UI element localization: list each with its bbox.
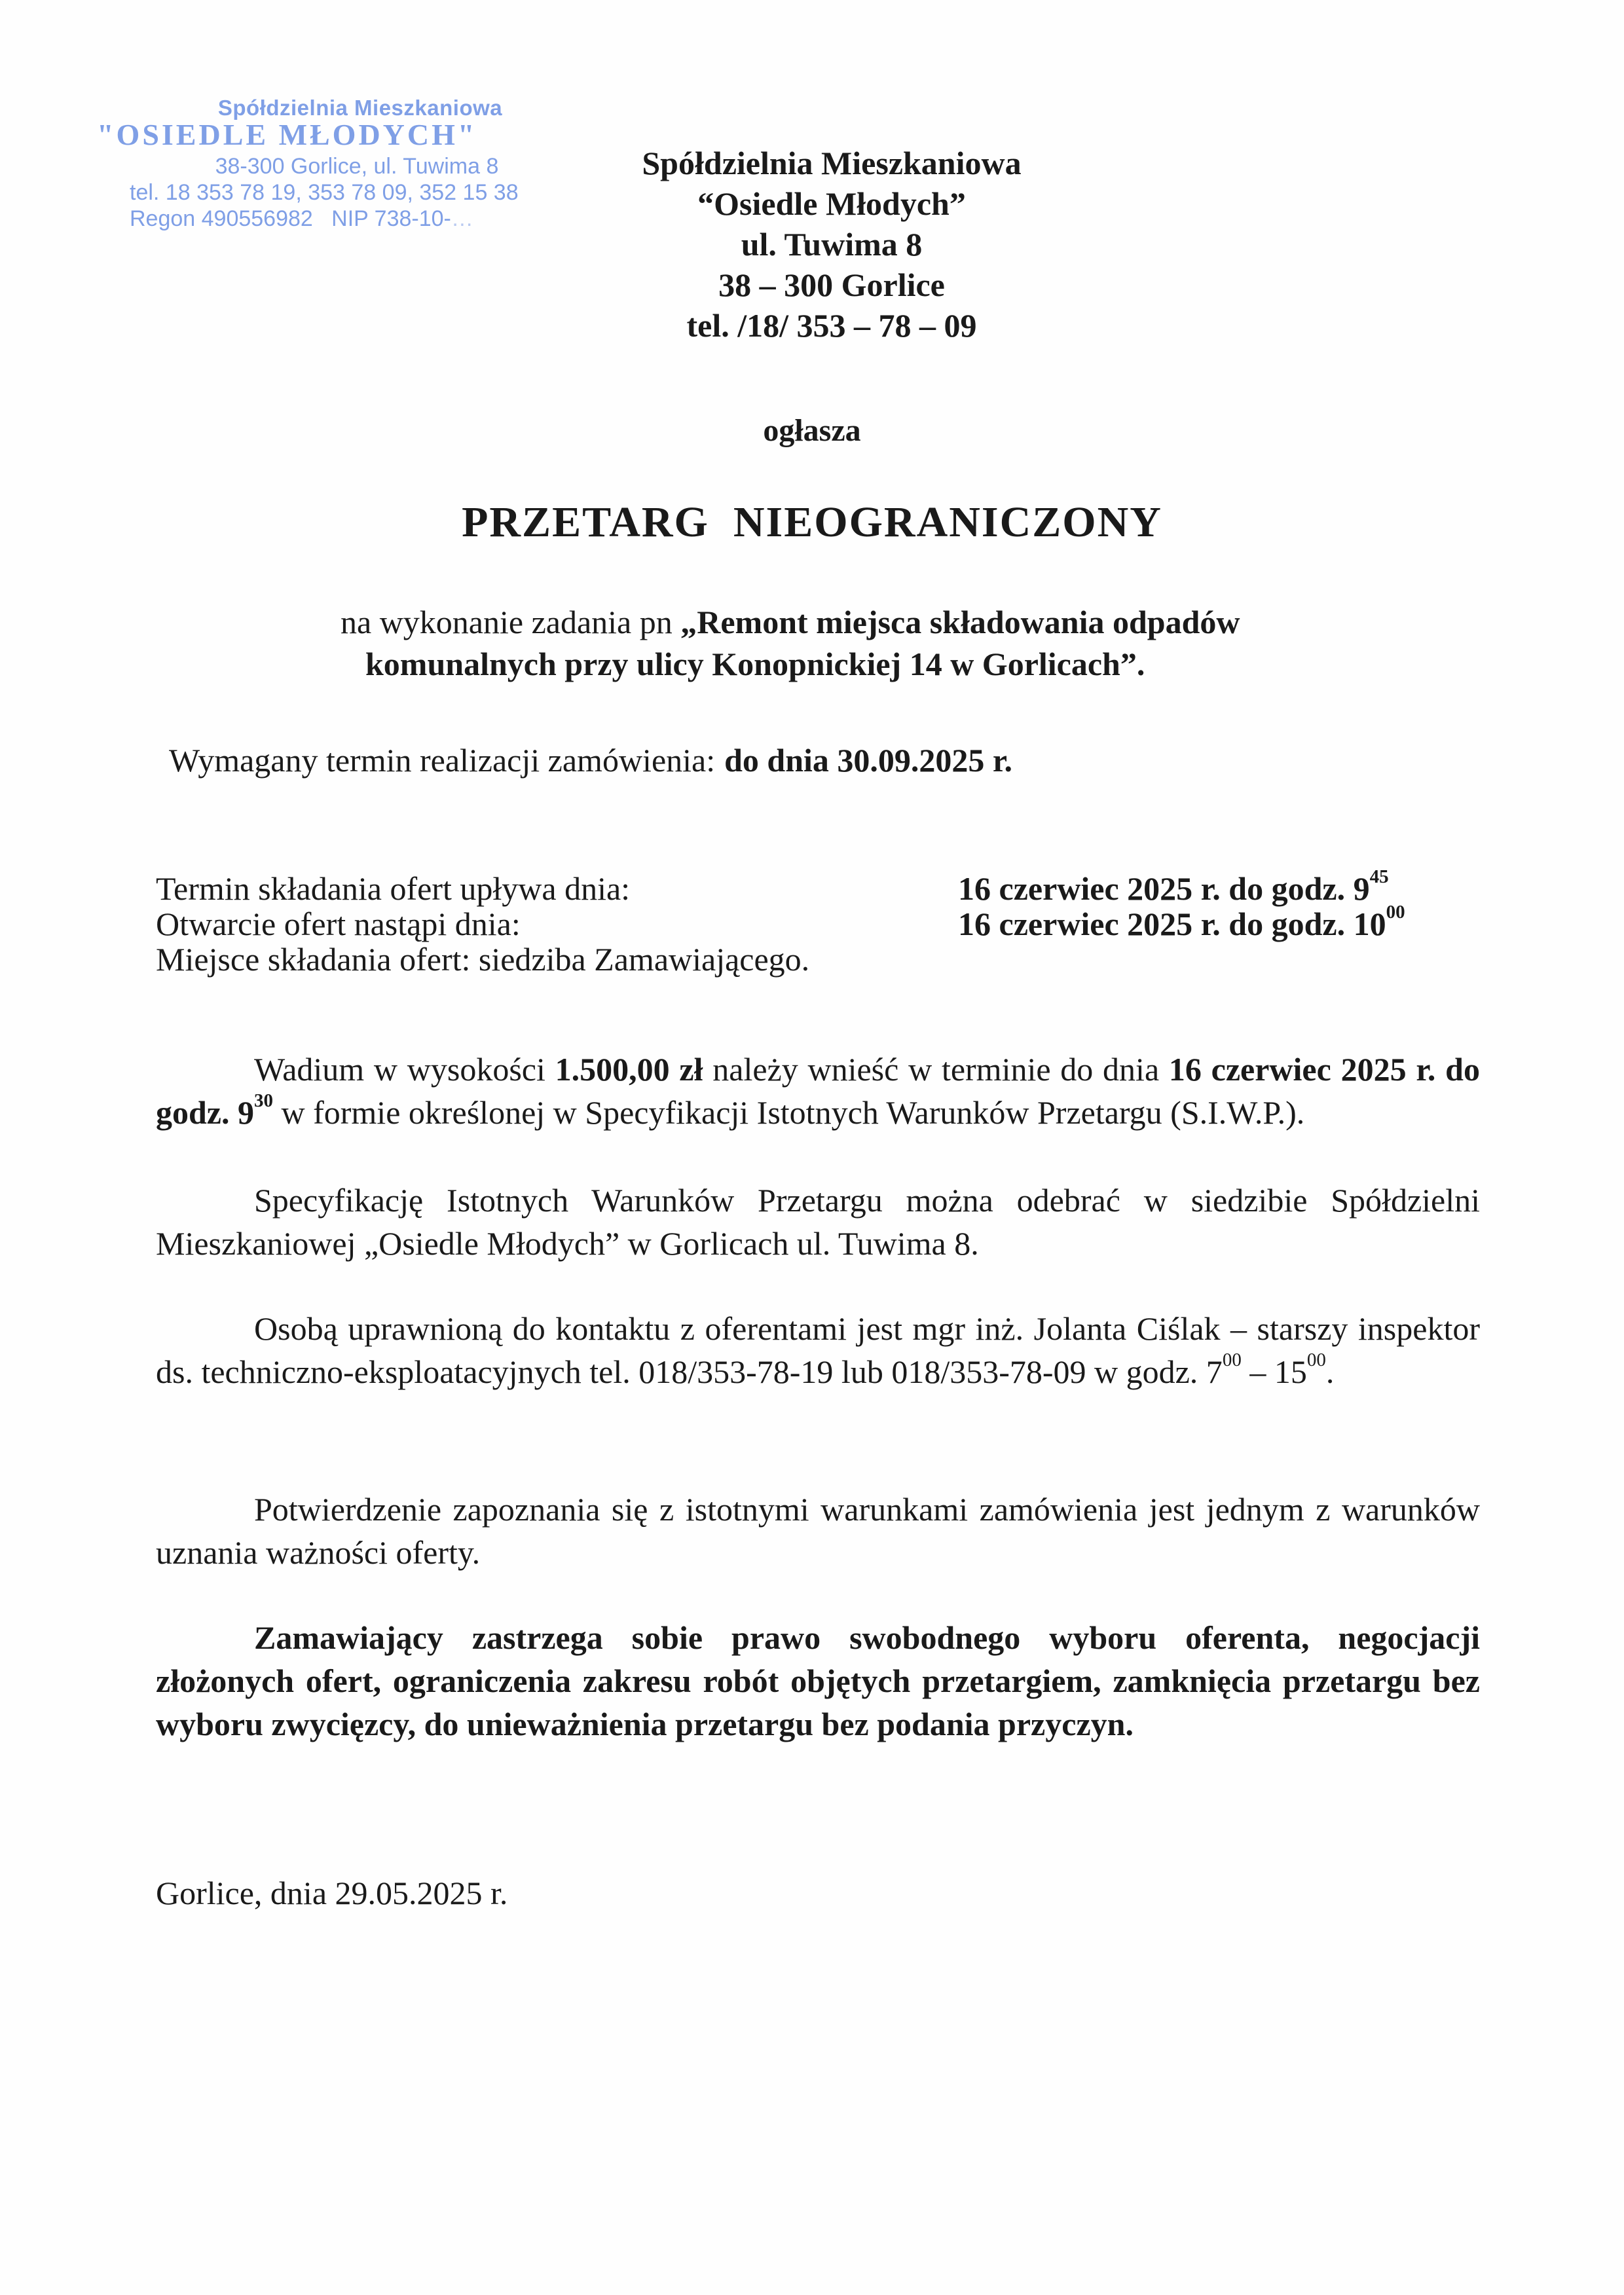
reservation-paragraph: Zamawiający zastrzega sobie prawo swobodnego wyboru oferenta, negocjacji złożonych ofert, ograniczenia zakresu robót objętych przetargiem, zamknięcia przetargu bez wyboru zwycięzcy, do unieważnienia przetargu bez podania przyczyn. [156, 1619, 1480, 1742]
announce-verb: ogłasza [763, 413, 861, 448]
offer-place: Miejsce składania ofert: siedziba Zamawiającego. [156, 941, 810, 978]
task-description [341, 601, 1454, 685]
offer-open-row [156, 901, 1498, 942]
confirmation-paragraph: Potwierdzenie zapoznania się z istotnymi warunkami zamówienia jest jednym z warunków uznania ważności oferty. [156, 1491, 1480, 1571]
contact-hours-end: – 15 [1241, 1353, 1307, 1390]
offer-open-minutes: 00 [1386, 901, 1405, 923]
completion-deadline [169, 739, 1493, 782]
stamp-nip-faint: … [451, 206, 473, 231]
offer-open-label: Otwarcie ofert nastąpi dnia: [156, 906, 521, 942]
contact-paragraph [156, 1307, 1480, 1393]
offer-open-value [958, 901, 1405, 942]
stamp-line-phone: tel. 18 353 78 19, 353 78 09, 352 15 38 [130, 180, 519, 205]
wadium-text-2: należy wnieść w terminie do dnia [703, 1051, 1169, 1088]
wadium-text-3: w formie określonej w Specyfikacji Istotnych Warunków Przetargu (S.I.W.P.). [273, 1094, 1305, 1131]
deadline-value: do dnia 30.09.2025 r. [724, 742, 1013, 779]
contact-text: Osobą uprawnioną do kontaktu z oferentami jest mgr inż. Jolanta Ciślak – starszy inspektor ds. techniczno-eksploatacyjnych tel. 018/353-78-19 lub 018/353-78-09 w godz. 7 [156, 1310, 1480, 1390]
wadium-paragraph [156, 1048, 1480, 1134]
offer-submit-value [958, 866, 1389, 907]
contact-end: . [1325, 1353, 1335, 1390]
offer-submit-label: Termin składania ofert upływa dnia: [156, 870, 631, 907]
letterhead-city: 38 – 300 Gorlice [718, 266, 945, 303]
stamp-line-org: Spółdzielnia Mieszkaniowa [217, 96, 503, 120]
stamp-line-name: "OSIEDLE MŁODYCH" [97, 118, 477, 151]
deadline-label: Wymagany termin realizacji zamówienia: [169, 742, 716, 779]
offer-submit-date: 16 czerwiec 2025 r. do godz. 9 [958, 870, 1370, 907]
offer-submit-minutes: 45 [1369, 866, 1389, 887]
letterhead-org-name: “Osiedle Młodych” [697, 185, 966, 222]
stamp-line-address: 38-300 Gorlice, ul. Tuwima 8 [215, 154, 499, 179]
siwp-paragraph: Specyfikację Istotnych Warunków Przetargu można odebrać w siedzibie Spółdzielni Mieszkaniowej „Osiedle Młodych” w Gorlicach ul. Tuwima 8. [156, 1182, 1480, 1262]
task-prefix: na wykonanie zadania pn [341, 604, 681, 640]
wadium-amount: 1.500,00 zł [555, 1051, 703, 1088]
letterhead-phone: tel. /18/ 353 – 78 – 09 [686, 307, 977, 344]
letterhead-street: ul. Tuwima 8 [741, 226, 923, 263]
letterhead-org: Spółdzielnia Mieszkaniowa [642, 145, 1022, 181]
wadium-date: 16 czerwiec 2025 r. do godz. 9 [156, 1051, 1480, 1131]
offer-open-date: 16 czerwiec 2025 r. do godz. 10 [958, 906, 1386, 942]
offer-submit-row [156, 866, 1498, 907]
offer-place-row [156, 942, 1498, 977]
place-and-date: Gorlice, dnia 29.05.2025 r. [156, 1875, 508, 1911]
stamp-line-ids [130, 208, 550, 230]
wadium-text-1: Wadium w wysokości [254, 1051, 555, 1088]
task-line-1 [341, 601, 1454, 643]
wadium-minutes: 30 [254, 1090, 273, 1111]
task-name-1: „Remont miejsca składowania odpadów [680, 604, 1240, 640]
task-name-2: komunalnych przy ulicy Konopnickiej 14 w Gorlicach”. [365, 646, 1145, 682]
company-stamp [97, 96, 550, 231]
letterhead [576, 143, 1087, 346]
stamp-regon: Regon 490556982 [130, 206, 313, 231]
contact-hours-end-minutes: 00 [1306, 1349, 1326, 1370]
contact-hours-start-minutes: 00 [1222, 1349, 1242, 1370]
stamp-nip: NIP 738-10- [331, 206, 451, 231]
offer-dates [156, 866, 1498, 978]
document-title: PRZETARG NIEOGRANICZONY [462, 498, 1162, 546]
